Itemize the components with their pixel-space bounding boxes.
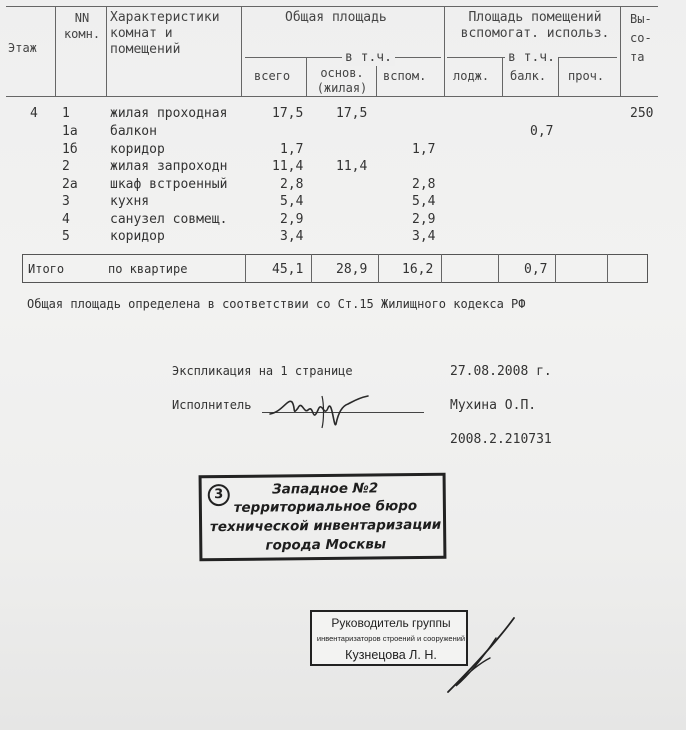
table-row-no: 4	[62, 212, 70, 227]
totals-sublabel: по квартире	[108, 262, 188, 276]
table-row-main: 11,4	[336, 159, 368, 174]
table-row-no: 2	[62, 159, 70, 174]
header-balcony: балк.	[510, 69, 547, 83]
floor-value: 4	[30, 106, 38, 121]
table-row-aux: 3,4	[412, 229, 436, 244]
totals-divider	[607, 254, 608, 283]
bti-stamp	[199, 473, 447, 562]
stamp2-line-2: инвентаризаторов строений и сооружений	[316, 634, 466, 643]
totals-divider	[311, 254, 312, 283]
col-divider	[502, 57, 503, 96]
table-row-total: 17,5	[272, 106, 304, 121]
executor-label: Исполнитель	[172, 398, 252, 412]
header-total-area: Общая площадь	[285, 10, 387, 25]
col-divider	[558, 57, 559, 96]
table-row-aux: 5,4	[412, 194, 436, 209]
header-total: всего	[254, 69, 291, 83]
header-room-no: NN комн.	[63, 11, 101, 41]
header-aux-rooms: Площадь помещений вспомогат. использ.	[460, 10, 610, 41]
totals-divider	[441, 254, 442, 283]
table-row-total: 1,7	[280, 142, 304, 157]
table-row-total: 5,4	[280, 194, 304, 209]
totals-divider	[378, 254, 379, 283]
header-other: проч.	[568, 69, 605, 83]
stamp-line-1: Западное №2	[272, 480, 379, 498]
document-number: 2008.2.210731	[450, 432, 552, 447]
totals-label: Итого	[28, 262, 65, 276]
executor-name: Мухина О.П.	[450, 398, 537, 413]
table-row-name: балкон	[110, 124, 157, 139]
table-row-no: 3	[62, 194, 70, 209]
totals-divider	[555, 254, 556, 283]
table-row-total: 2,8	[280, 177, 304, 192]
col-divider	[306, 57, 307, 96]
table-row-name: жилая запроходн	[110, 159, 228, 174]
table-row-name: жилая проходная	[110, 106, 228, 121]
col-divider	[106, 6, 107, 96]
table-row-no: 5	[62, 229, 70, 244]
table-row-name: санузел совмещ.	[110, 212, 228, 227]
stamp2-line-1: Руководитель группы	[331, 616, 451, 630]
table-row-no: 1а	[62, 124, 78, 139]
header-height: Вы- со- та	[630, 12, 652, 64]
table-row-total: 11,4	[272, 159, 304, 174]
header-floor: Этаж	[8, 41, 37, 55]
totals-main: 28,9	[336, 262, 368, 277]
table-row-balcony: 0,7	[530, 124, 554, 139]
totals-divider	[245, 254, 246, 283]
header-main: основ. (жилая)	[316, 66, 368, 95]
header-incl-2: в т.ч.	[505, 50, 558, 66]
table-row-no: 1б	[62, 142, 78, 157]
handwritten-signature	[262, 384, 382, 434]
stamp2-line-3: Кузнецова Л. Н.	[345, 648, 437, 662]
handwritten-stroke	[438, 612, 522, 698]
document-date: 27.08.2008 г.	[450, 364, 552, 379]
header-loggia: лодж.	[453, 69, 490, 83]
table-row-total: 2,9	[280, 212, 304, 227]
table-row-name: кухня	[110, 194, 150, 209]
stamp-number: 3	[208, 484, 230, 506]
area-note: Общая площадь определена в соответствии со Ст.15 Жилищного кодекса РФ	[27, 297, 526, 311]
totals-balcony: 0,7	[524, 262, 548, 277]
table-row-total: 3,4	[280, 229, 304, 244]
totals-total: 45,1	[272, 262, 304, 277]
explication-text: Экспликация на 1 странице	[172, 364, 353, 378]
table-row-aux: 2,9	[412, 212, 436, 227]
header-incl-1: в т.ч.	[342, 50, 395, 66]
col-divider	[620, 6, 621, 96]
table-row-name: шкаф встроенный	[110, 177, 228, 192]
table-row-main: 17,5	[336, 106, 368, 121]
table-row-name: коридор	[110, 142, 165, 157]
totals-divider	[498, 254, 499, 283]
header-top-rule	[6, 6, 658, 7]
col-divider	[55, 6, 56, 96]
table-row-no: 1	[62, 106, 70, 121]
header-characteristics: Характеристики комнат и помещений	[110, 10, 220, 57]
header-aux: вспом.	[383, 69, 427, 83]
stamp-line-2: территориальное бюро	[233, 498, 418, 516]
stamp-line-4: города Москвы	[265, 536, 387, 554]
table-row-aux: 2,8	[412, 177, 436, 192]
col-divider	[444, 6, 445, 96]
totals-aux: 16,2	[402, 262, 434, 277]
col-divider	[241, 6, 242, 96]
header-bottom-rule	[6, 96, 658, 97]
height-value: 250	[630, 106, 654, 121]
stamp-line-3: технической инвентаризации	[209, 516, 442, 536]
table-row-no: 2а	[62, 177, 78, 192]
table-row-name: коридор	[110, 229, 165, 244]
table-row-aux: 1,7	[412, 142, 436, 157]
